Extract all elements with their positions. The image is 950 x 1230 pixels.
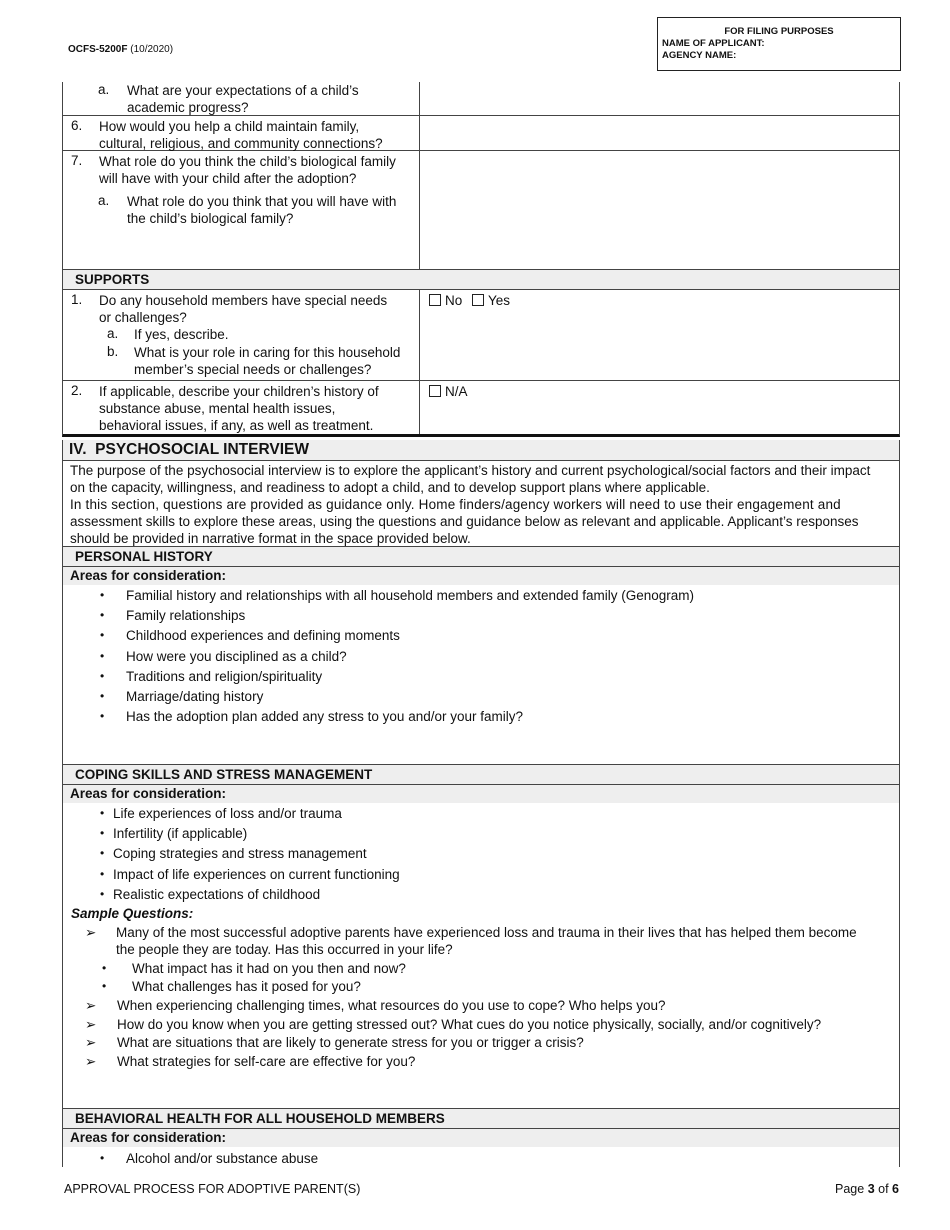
section-title: BEHAVIORAL HEALTH FOR ALL HOUSEHOLD MEMBERS xyxy=(75,1111,445,1126)
section-title: COPING SKILLS AND STRESS MANAGEMENT xyxy=(75,767,373,782)
sample-subquestion: What challenges has it posed for you? xyxy=(132,979,361,994)
section-title: SUPPORTS xyxy=(75,272,150,287)
question-letter: a. xyxy=(107,326,119,341)
bullet-icon: • xyxy=(100,608,105,623)
sample-subquestion: What impact has it had on you then and now? xyxy=(132,961,406,976)
question-line: Many of the most successful adoptive parents have experienced loss and trauma in their lives that has helped them become xyxy=(116,925,857,940)
checkbox-icon xyxy=(429,385,441,397)
list-item xyxy=(63,588,899,608)
arrow-bullet-icon: ➢ xyxy=(85,925,97,940)
list-item xyxy=(63,887,899,907)
sample-question: What are situations that are likely to generate stress for you or trigger a crisis? xyxy=(117,1035,584,1050)
question-row-7 xyxy=(62,151,900,270)
list-item-text: Alcohol and/or substance abuse xyxy=(126,1151,319,1166)
arrow-bullet-icon: ➢ xyxy=(85,1017,97,1032)
question-text xyxy=(99,118,383,152)
question-line: What role do you think that you will have with xyxy=(127,194,397,209)
question-line: What role do you think the child’s biological family xyxy=(99,154,396,169)
question-line: If applicable, describe your children’s history of xyxy=(99,384,379,399)
section-4-header xyxy=(62,440,900,461)
answer-field[interactable] xyxy=(420,151,898,269)
personal-history-list xyxy=(63,588,899,729)
intro-line: on the capacity, willingness, and readiness to adopt a child, and to develop support plans where applicable. xyxy=(70,480,710,495)
question-text xyxy=(99,153,396,187)
list-item-text: Familial history and relationships with all household members and extended family (Genogram) xyxy=(126,588,695,603)
areas-band xyxy=(63,785,899,803)
page-number xyxy=(835,1182,899,1196)
bullet-icon: • xyxy=(100,628,105,643)
supports-question-1 xyxy=(62,290,900,381)
arrow-bullet-icon: ➢ xyxy=(85,998,97,1013)
answer-field[interactable] xyxy=(420,82,898,115)
list-item xyxy=(63,846,899,866)
behavioral-body xyxy=(62,1129,900,1167)
coping-list xyxy=(63,806,899,907)
na-label: N/A xyxy=(445,384,468,399)
question-letter: a. xyxy=(98,193,110,208)
list-item xyxy=(63,628,899,648)
list-item-text: How were you disciplined as a child? xyxy=(126,648,347,664)
question-letter: b. xyxy=(107,344,119,359)
list-item xyxy=(63,826,899,846)
question-line: What is your role in caring for this household xyxy=(134,345,401,360)
na-checkbox[interactable] xyxy=(429,383,468,400)
question-line: behavioral issues, if any, as well as treatment. xyxy=(99,418,374,433)
sample-question: What strategies for self-care are effective for you? xyxy=(117,1054,416,1069)
list-item xyxy=(63,669,899,689)
question-text xyxy=(99,383,379,434)
intro-text xyxy=(70,462,894,547)
intro-line: should be provided in narrative format in the space provided below. xyxy=(70,531,471,546)
list-item xyxy=(63,689,899,709)
behavioral-header xyxy=(62,1109,900,1129)
question-text xyxy=(127,82,359,116)
page-current: 3 xyxy=(867,1182,875,1196)
page-total: 6 xyxy=(892,1182,899,1196)
filing-agency-label: AGENCY NAME: xyxy=(662,50,737,61)
list-item-text: Realistic expectations of childhood xyxy=(113,886,321,902)
no-label: No xyxy=(445,293,463,308)
question-letter: a. xyxy=(98,82,110,97)
list-item-text: Family relationships xyxy=(126,608,246,624)
form-date: (10/2020) xyxy=(130,44,174,55)
question-line: Do any household members have special needs xyxy=(99,293,388,308)
list-item-text: Impact of life experiences on current functioning xyxy=(113,866,400,882)
areas-band xyxy=(63,1129,899,1147)
question-line: How would you help a child maintain family, xyxy=(99,119,360,134)
coping-body xyxy=(62,785,900,1109)
checkbox-icon xyxy=(472,294,484,306)
list-item-text: Life experiences of loss and/or trauma xyxy=(113,806,342,821)
intro-line: In this section, questions are provided as guidance only. Home finders/agency workers will need to use their engagement and xyxy=(70,497,841,512)
question-line: What are your expectations of a child’s xyxy=(127,83,359,98)
form-sheet xyxy=(62,0,900,1230)
list-item xyxy=(63,608,899,628)
question-text xyxy=(134,344,400,378)
list-item xyxy=(63,806,899,826)
list-item-text: Traditions and religion/spirituality xyxy=(126,668,323,684)
sample-question: How do you know when you are getting stressed out? What cues do you notice physically, socially, and/or cognitively? xyxy=(117,1017,822,1032)
question-line: or challenges? xyxy=(99,310,187,325)
areas-label: Areas for consideration: xyxy=(70,1130,227,1145)
intro-line: assessment skills to explore these areas, using the questions and guidance below as relevant and applicable. Applicant’s responses xyxy=(70,514,859,529)
question-number: 7. xyxy=(71,153,83,168)
page-prefix: Page xyxy=(835,1182,865,1196)
areas-label: Areas for consideration: xyxy=(70,568,227,583)
bullet-icon: • xyxy=(102,961,107,975)
yes-checkbox[interactable] xyxy=(472,293,510,308)
list-item-text: Has the adoption plan added any stress to you and/or your family? xyxy=(126,709,523,725)
filing-title: FOR FILING PURPOSES xyxy=(724,26,834,37)
supports-header xyxy=(62,270,900,290)
question-number: 2. xyxy=(71,383,83,398)
question-line: cultural, religious, and community connections? xyxy=(99,136,383,151)
arrow-bullet-icon: ➢ xyxy=(85,1035,97,1050)
bullet-icon: • xyxy=(100,648,105,663)
question-row-6 xyxy=(62,116,900,151)
list-item-text: Marriage/dating history xyxy=(126,688,264,704)
bullet-icon: • xyxy=(100,866,105,881)
section-title: IV. PSYCHOSOCIAL INTERVIEW xyxy=(69,441,310,458)
question-text xyxy=(127,193,396,227)
response-area[interactable] xyxy=(63,732,899,764)
question-line: the people they are today. Has this occurred in your life? xyxy=(116,942,453,957)
arrow-bullet-icon: ➢ xyxy=(85,1054,97,1069)
section-title: PERSONAL HISTORY xyxy=(75,549,213,564)
bullet-icon: • xyxy=(100,588,105,602)
bullet-icon: • xyxy=(100,826,105,841)
list-item xyxy=(63,867,899,887)
personal-history-body xyxy=(62,567,900,765)
coping-header xyxy=(62,765,900,785)
bullet-icon: • xyxy=(100,709,105,724)
list-item xyxy=(63,649,899,669)
sample-questions-label: Sample Questions: xyxy=(71,906,194,921)
list-item xyxy=(63,709,899,729)
bullet-icon: • xyxy=(100,1151,105,1165)
personal-history-header xyxy=(62,547,900,567)
sample-question-text xyxy=(116,924,857,958)
supports-question-2 xyxy=(62,381,900,437)
question-number: 1. xyxy=(71,292,83,307)
question-line: academic progress? xyxy=(127,100,249,115)
list-item-text: Coping strategies and stress management xyxy=(113,846,367,862)
yes-no-options xyxy=(429,292,510,309)
question-text: If yes, describe. xyxy=(134,327,229,342)
answer-field[interactable] xyxy=(420,116,898,150)
question-line: the child’s biological family? xyxy=(127,211,294,226)
page-of: of xyxy=(878,1182,889,1196)
bullet-icon: • xyxy=(100,806,105,820)
bullet-icon: • xyxy=(100,886,105,901)
form-code: OCFS-5200F xyxy=(68,44,128,55)
no-checkbox[interactable] xyxy=(429,293,462,308)
bullet-icon: • xyxy=(100,846,105,861)
bullet-icon: • xyxy=(102,979,107,993)
footer-title: APPROVAL PROCESS FOR ADOPTIVE PARENT(S) xyxy=(64,1182,361,1196)
list-item-text: Infertility (if applicable) xyxy=(113,826,248,842)
yes-label: Yes xyxy=(488,293,511,308)
sample-question: When experiencing challenging times, what resources do you use to cope? Who helps you? xyxy=(117,998,666,1013)
list-item-text: Childhood experiences and defining moments xyxy=(126,628,400,644)
response-area[interactable] xyxy=(63,1075,899,1108)
intro-line: The purpose of the psychosocial interview is to explore the applicant’s history and current psychological/social factors and their impact xyxy=(70,463,871,478)
question-line: will have with your child after the adoption? xyxy=(99,171,357,186)
areas-band xyxy=(63,567,899,585)
bullet-icon: • xyxy=(100,668,105,683)
checkbox-icon xyxy=(429,294,441,306)
question-text xyxy=(99,292,387,326)
areas-label: Areas for consideration: xyxy=(70,786,227,801)
question-line: member’s special needs or challenges? xyxy=(134,362,372,377)
filing-applicant-label: NAME OF APPLICANT: xyxy=(662,38,765,49)
bullet-icon: • xyxy=(100,688,105,703)
question-row-5a xyxy=(62,82,900,116)
question-number: 6. xyxy=(71,118,83,133)
section-4-intro xyxy=(62,461,900,547)
question-line: substance abuse, mental health issues, xyxy=(99,401,336,416)
